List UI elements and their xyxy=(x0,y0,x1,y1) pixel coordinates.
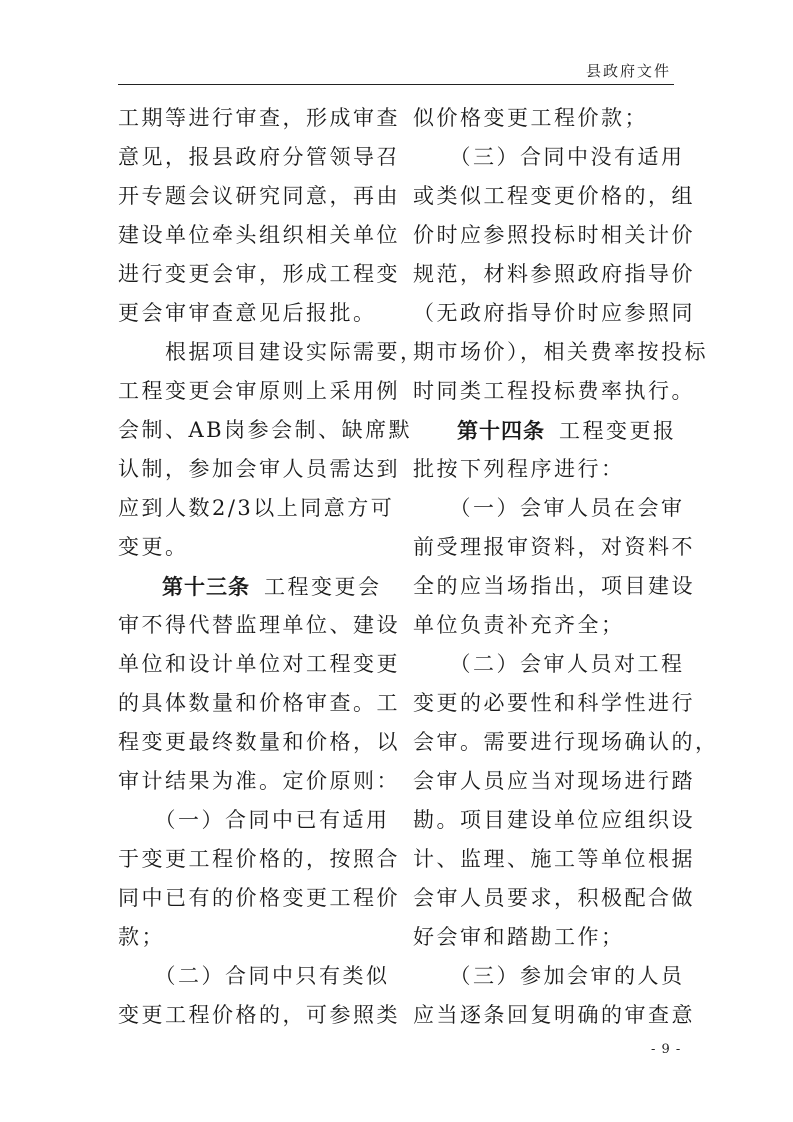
line-text: 会审人员要求，积极配合做 xyxy=(413,886,695,910)
line-text: （二）会审人员对工程 xyxy=(413,652,685,676)
text-line xyxy=(413,177,695,216)
text-line xyxy=(413,567,695,606)
text-line xyxy=(118,138,400,177)
line-text: 勘。项目建设单位应组织设 xyxy=(413,808,695,832)
line-text: 款； xyxy=(118,925,165,949)
page-number: - 9 - xyxy=(651,1042,682,1057)
line-text: 审不得代替监理单位、建设 xyxy=(118,613,400,637)
text-line xyxy=(118,762,400,801)
text-line xyxy=(118,177,400,216)
line-text: 工期等进行审查，形成审查 xyxy=(118,106,400,130)
line-text: （一）合同中已有适用 xyxy=(118,808,390,832)
line-text: 于变更工程价格的，按照合 xyxy=(118,847,400,871)
line-text: 价时应参照投标时相关计价 xyxy=(413,223,695,247)
header-rule xyxy=(118,84,674,85)
text-line xyxy=(413,255,695,294)
text-line xyxy=(413,411,677,450)
right-text-column xyxy=(413,99,719,1035)
text-line xyxy=(413,879,695,918)
left-text-column xyxy=(118,99,424,1035)
text-line xyxy=(118,450,400,489)
line-text: 开专题会议研究同意，再由 xyxy=(118,184,400,208)
text-line xyxy=(118,723,400,762)
line-text: 会审人员应当对现场进行踏 xyxy=(413,769,695,793)
text-line xyxy=(118,216,400,255)
text-line xyxy=(118,957,390,996)
text-line xyxy=(413,723,719,762)
text-line xyxy=(413,216,695,255)
text-line xyxy=(413,996,695,1035)
text-line xyxy=(413,528,695,567)
text-line xyxy=(413,918,673,957)
text-line xyxy=(413,606,673,645)
line-text: 根据项目建设实际需要， xyxy=(118,340,424,364)
text-line xyxy=(118,684,400,723)
text-line xyxy=(118,528,378,567)
line-text: （三）参加会审的人员 xyxy=(413,964,685,988)
text-line xyxy=(118,879,400,918)
text-line xyxy=(413,138,685,177)
line-text: 时同类工程投标费率执行。 xyxy=(413,379,695,403)
line-text: 建设单位牵头组织相关单位 xyxy=(118,223,400,247)
text-line xyxy=(413,957,685,996)
text-line xyxy=(413,645,685,684)
line-text: 会制、AB岗参会制、缺席默 xyxy=(118,418,413,442)
line-text: （无政府指导价时应参照同 xyxy=(413,301,695,325)
text-line xyxy=(413,801,695,840)
line-text: 变更的必要性和科学性进行 xyxy=(413,691,695,715)
article-heading: 第十四条 xyxy=(413,418,545,443)
line-text: 进行变更会审，形成工程变 xyxy=(118,262,400,286)
line-text: 同中已有的价格变更工程价 xyxy=(118,886,400,910)
text-line xyxy=(118,801,390,840)
line-text: 单位和设计单位对工程变更 xyxy=(118,652,400,676)
text-line xyxy=(118,372,400,411)
line-text: 计、监理、施工等单位根据 xyxy=(413,847,695,871)
text-line xyxy=(118,411,413,450)
line-text: 应到人数2/3以上同意方可 xyxy=(118,496,395,520)
text-line xyxy=(118,606,400,645)
line-text: 工程变更会 xyxy=(264,575,382,599)
text-line xyxy=(118,996,400,1035)
line-text: 单位负责补充齐全； xyxy=(413,613,625,637)
text-line xyxy=(413,762,695,801)
line-text: 意见，报县政府分管领导召 xyxy=(118,145,400,169)
line-text: 全的应当场指出，项目建设 xyxy=(413,574,695,598)
article-heading: 第十三条 xyxy=(118,574,250,599)
line-text: 会审。需要进行现场确认的， xyxy=(413,730,719,754)
running-header-title: 县政府文件 xyxy=(585,62,671,80)
line-text: 前受理报审资料，对资料不 xyxy=(413,535,695,559)
line-text: 规范，材料参照政府指导价 xyxy=(413,262,695,286)
line-text: 审计结果为准。定价原则： xyxy=(118,769,400,793)
line-text: 工程变更报 xyxy=(559,419,677,443)
line-text: （一）会审人员在会审 xyxy=(413,496,685,520)
line-text: 程变更最终数量和价格，以 xyxy=(118,730,400,754)
text-line xyxy=(413,450,673,489)
text-line xyxy=(118,567,382,606)
text-line xyxy=(413,99,673,138)
text-line xyxy=(118,99,400,138)
text-line xyxy=(118,255,400,294)
line-text: 批按下列程序进行： xyxy=(413,457,625,481)
line-text: 应当逐条回复明确的审查意 xyxy=(413,1003,695,1027)
text-line xyxy=(118,294,378,333)
line-text: 更会审审查意见后报批。 xyxy=(118,301,377,325)
line-text: （二）合同中只有类似 xyxy=(118,964,390,988)
line-text: 或类似工程变更价格的，组 xyxy=(413,184,695,208)
text-line xyxy=(413,489,685,528)
line-text: 工程变更会审原则上采用例 xyxy=(118,379,400,403)
text-line xyxy=(118,918,378,957)
line-text: （三）合同中没有适用 xyxy=(413,145,685,169)
text-line xyxy=(413,294,695,333)
text-line xyxy=(413,840,695,879)
line-text: 变更。 xyxy=(118,535,189,559)
line-text: 好会审和踏勘工作； xyxy=(413,925,625,949)
line-text: 期市场价），相关费率按投标 xyxy=(413,340,708,364)
line-text: 似价格变更工程价款； xyxy=(413,106,648,130)
line-text: 的具体数量和价格审查。工 xyxy=(118,691,400,715)
text-line xyxy=(118,489,395,528)
text-line xyxy=(413,372,695,411)
line-text: 变更工程价格的，可参照类 xyxy=(118,1003,400,1027)
text-line xyxy=(118,333,424,372)
text-line xyxy=(413,684,695,723)
text-line xyxy=(118,840,400,879)
text-line xyxy=(118,645,400,684)
text-line xyxy=(413,333,708,372)
line-text: 认制，参加会审人员需达到 xyxy=(118,457,400,481)
